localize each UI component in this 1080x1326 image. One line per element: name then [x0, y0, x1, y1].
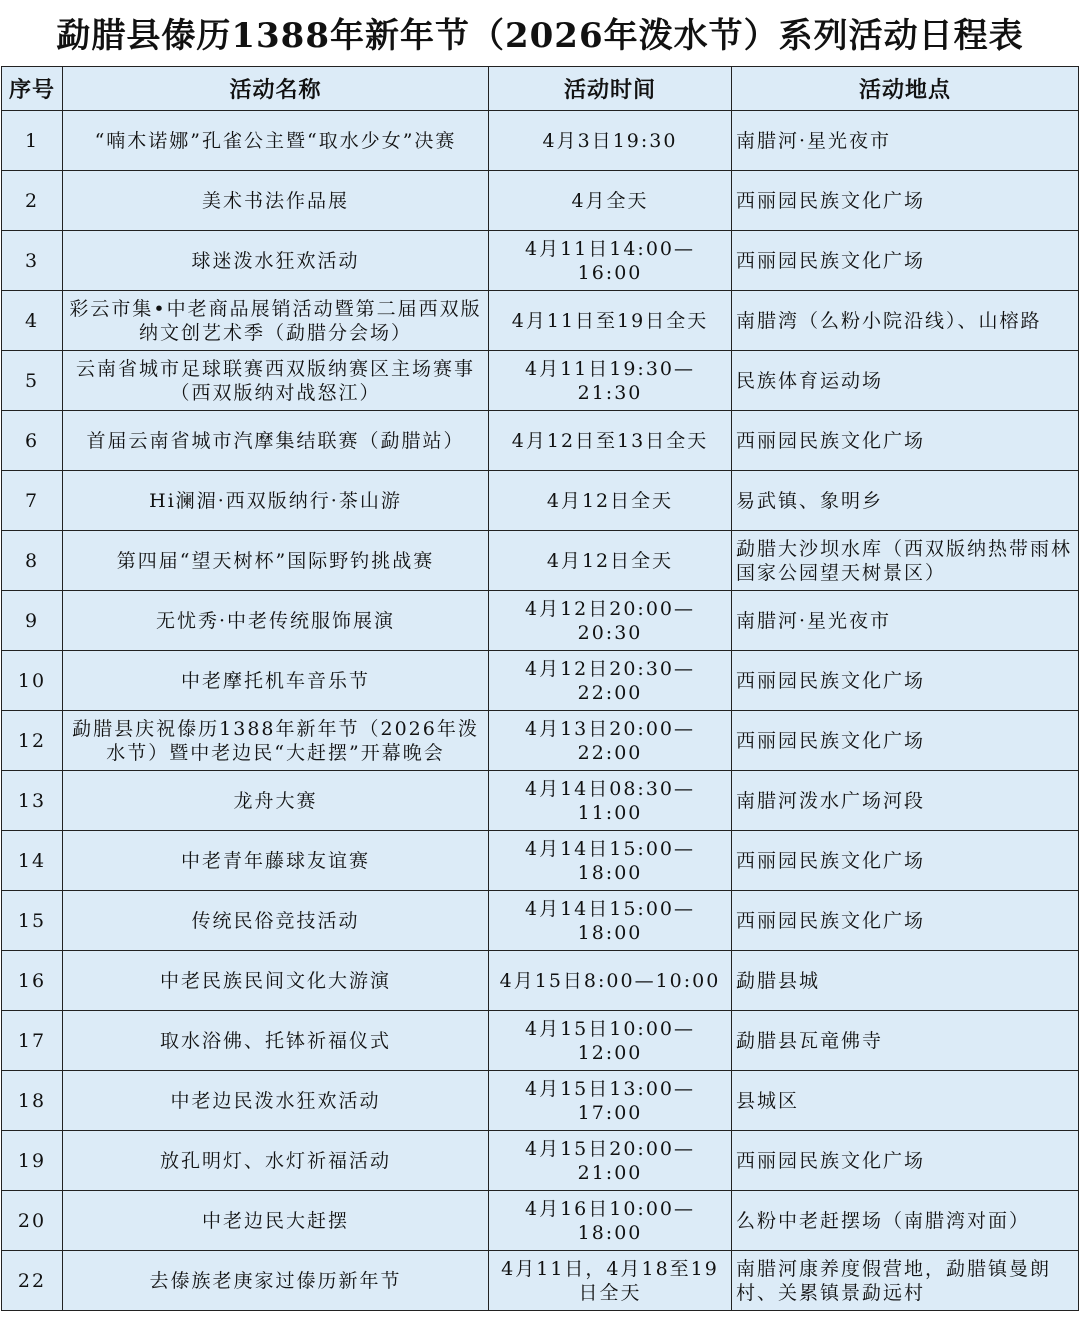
table-row	[2, 591, 1079, 651]
cell-name: 取水浴佛、托钵祈福仪式	[63, 1011, 489, 1071]
table-row	[2, 111, 1079, 171]
cell-place: 西丽园民族文化广场	[732, 1131, 1079, 1191]
table-row	[2, 411, 1079, 471]
cell-time: 4月11日19:30—21:30	[489, 351, 732, 411]
cell-time: 4月14日08:30—11:00	[489, 771, 732, 831]
table-row	[2, 831, 1079, 891]
cell-no: 13	[2, 771, 63, 831]
cell-time: 4月14日15:00—18:00	[489, 891, 732, 951]
table-row	[2, 231, 1079, 291]
cell-no: 14	[2, 831, 63, 891]
cell-time: 4月16日10:00—18:00	[489, 1191, 732, 1251]
cell-no: 20	[2, 1191, 63, 1251]
cell-no: 5	[2, 351, 63, 411]
header-place: 活动地点	[732, 67, 1079, 111]
cell-name: 彩云市集•中老商品展销活动暨第二届西双版纳文创艺术季（勐腊分会场）	[63, 291, 489, 351]
cell-no: 4	[2, 291, 63, 351]
cell-name: 勐腊县庆祝傣历1388年新年节（2026年泼水节）暨中老边民“大赶摆”开幕晚会	[63, 711, 489, 771]
table-body	[2, 111, 1079, 1311]
cell-time: 4月13日20:00—22:00	[489, 711, 732, 771]
cell-no: 3	[2, 231, 63, 291]
cell-place: 西丽园民族文化广场	[732, 831, 1079, 891]
table-row	[2, 1251, 1079, 1311]
cell-place: 南腊河康养度假营地，勐腊镇曼朗村、关累镇景勐远村	[732, 1251, 1079, 1311]
cell-time: 4月15日8:00—10:00	[489, 951, 732, 1011]
cell-place: 南腊湾（么粉小院沿线）、山榕路	[732, 291, 1079, 351]
cell-no: 2	[2, 171, 63, 231]
cell-no: 16	[2, 951, 63, 1011]
cell-name: 龙舟大赛	[63, 771, 489, 831]
cell-name: 中老民族民间文化大游演	[63, 951, 489, 1011]
cell-place: 西丽园民族文化广场	[732, 231, 1079, 291]
page-title: 勐腊县傣历1388年新年节（2026年泼水节）系列活动日程表	[56, 15, 1024, 56]
cell-time: 4月14日15:00—18:00	[489, 831, 732, 891]
cell-name: 中老摩托机车音乐节	[63, 651, 489, 711]
cell-time: 4月11日，4月18至19日全天	[489, 1251, 732, 1311]
table-row	[2, 291, 1079, 351]
cell-no: 17	[2, 1011, 63, 1071]
cell-name: 第四届“望天树杯”国际野钓挑战赛	[63, 531, 489, 591]
cell-place: 易武镇、象明乡	[732, 471, 1079, 531]
cell-place: 勐腊大沙坝水库（西双版纳热带雨林国家公园望天树景区）	[732, 531, 1079, 591]
cell-time: 4月12日20:30—22:00	[489, 651, 732, 711]
cell-name: 中老边民大赶摆	[63, 1191, 489, 1251]
table-header	[2, 67, 1079, 111]
header-time: 活动时间	[489, 67, 732, 111]
cell-name: 传统民俗竞技活动	[63, 891, 489, 951]
cell-name: 去傣族老庚家过傣历新年节	[63, 1251, 489, 1311]
table-row	[2, 651, 1079, 711]
table-row	[2, 891, 1079, 951]
cell-time: 4月12日全天	[489, 531, 732, 591]
cell-time: 4月15日13:00—17:00	[489, 1071, 732, 1131]
cell-name: 首届云南省城市汽摩集结联赛（勐腊站）	[63, 411, 489, 471]
table-row	[2, 771, 1079, 831]
cell-place: 西丽园民族文化广场	[732, 411, 1079, 471]
cell-no: 1	[2, 111, 63, 171]
cell-place: 么粉中老赶摆场（南腊湾对面）	[732, 1191, 1079, 1251]
cell-place: 西丽园民族文化广场	[732, 711, 1079, 771]
cell-time: 4月12日20:00—20:30	[489, 591, 732, 651]
table-row	[2, 951, 1079, 1011]
cell-name: 云南省城市足球联赛西双版纳赛区主场赛事（西双版纳对战怒江）	[63, 351, 489, 411]
cell-no: 7	[2, 471, 63, 531]
title-bar	[0, 0, 1080, 64]
table-row	[2, 1131, 1079, 1191]
cell-name: 球迷泼水狂欢活动	[63, 231, 489, 291]
cell-no: 12	[2, 711, 63, 771]
cell-place: 西丽园民族文化广场	[732, 171, 1079, 231]
cell-name: “喃木诺娜”孔雀公主暨“取水少女”决赛	[63, 111, 489, 171]
cell-no: 8	[2, 531, 63, 591]
cell-name: 中老青年藤球友谊赛	[63, 831, 489, 891]
header-row	[2, 67, 1079, 111]
cell-name: Hi澜湄·西双版纳行·茶山游	[63, 471, 489, 531]
cell-time: 4月12日全天	[489, 471, 732, 531]
cell-time: 4月12日至13日全天	[489, 411, 732, 471]
cell-no: 6	[2, 411, 63, 471]
cell-place: 南腊河泼水广场河段	[732, 771, 1079, 831]
table-row	[2, 1071, 1079, 1131]
cell-no: 18	[2, 1071, 63, 1131]
header-name: 活动名称	[63, 67, 489, 111]
cell-time: 4月11日14:00—16:00	[489, 231, 732, 291]
cell-no: 9	[2, 591, 63, 651]
cell-place: 县城区	[732, 1071, 1079, 1131]
cell-place: 南腊河·星光夜市	[732, 111, 1079, 171]
schedule-table	[1, 66, 1079, 1311]
cell-place: 南腊河·星光夜市	[732, 591, 1079, 651]
cell-no: 10	[2, 651, 63, 711]
table-row	[2, 711, 1079, 771]
table-row	[2, 171, 1079, 231]
cell-name: 中老边民泼水狂欢活动	[63, 1071, 489, 1131]
cell-no: 22	[2, 1251, 63, 1311]
cell-time: 4月15日20:00—21:00	[489, 1131, 732, 1191]
cell-time: 4月3日19:30	[489, 111, 732, 171]
cell-name: 放孔明灯、水灯祈福活动	[63, 1131, 489, 1191]
cell-time: 4月15日10:00—12:00	[489, 1011, 732, 1071]
table-row	[2, 471, 1079, 531]
cell-no: 15	[2, 891, 63, 951]
header-no: 序号	[2, 67, 63, 111]
table-row	[2, 351, 1079, 411]
table-row	[2, 531, 1079, 591]
cell-name: 无忧秀·中老传统服饰展演	[63, 591, 489, 651]
cell-place: 勐腊县城	[732, 951, 1079, 1011]
cell-place: 西丽园民族文化广场	[732, 651, 1079, 711]
table-row	[2, 1191, 1079, 1251]
cell-no: 19	[2, 1131, 63, 1191]
cell-time: 4月11日至19日全天	[489, 291, 732, 351]
cell-name: 美术书法作品展	[63, 171, 489, 231]
cell-place: 勐腊县瓦竜佛寺	[732, 1011, 1079, 1071]
cell-place: 民族体育运动场	[732, 351, 1079, 411]
table-row	[2, 1011, 1079, 1071]
cell-time: 4月全天	[489, 171, 732, 231]
cell-place: 西丽园民族文化广场	[732, 891, 1079, 951]
